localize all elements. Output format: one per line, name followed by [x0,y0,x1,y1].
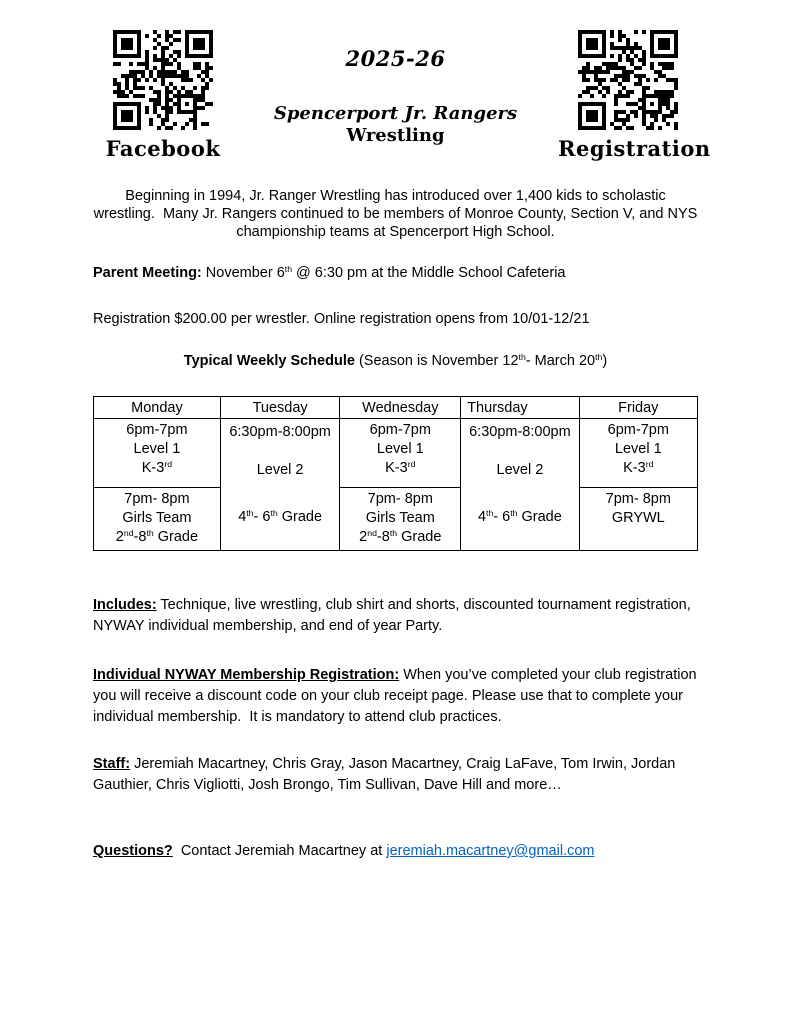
column-header-monday: Monday [94,397,221,419]
cell-line: 7pm- 8pm [605,491,671,507]
cell-friday-early [579,419,697,488]
cell-line: Level 2 [256,462,304,478]
cell-line: 2nd-8th Grade [359,528,442,545]
cell-line: 6pm-7pm [126,422,188,438]
weekly-schedule-table [93,396,698,551]
cell-line: 4th- 6th Grade [238,507,323,525]
registration-fee-line: Registration $200.00 per wrestler. Online registration opens from 10/01-12/21 [93,311,590,327]
column-header-friday: Friday [579,397,697,419]
cell-line: Level 1 [376,441,424,457]
club-name-title: Spencerport Jr. Rangers [273,103,518,124]
cell-line: K-3rd [385,459,416,476]
schedule-heading: Typical Weekly Schedule (Season is November 12th- March 20th) [183,352,608,369]
flyer-header [93,30,711,161]
cell-monday-late [94,488,221,551]
season-year-title: 2025-26 [345,46,446,71]
cell-line: 2nd-8th Grade [115,528,199,545]
cell-line: K-3rd [141,459,173,476]
facebook-qr-label: Facebook [105,136,221,161]
cell-friday-late [579,488,697,551]
cell-line: 6:30pm-8:00pm [229,424,331,440]
cell-line: K-3rd [623,459,654,476]
cell-line: Level 1 [133,441,181,457]
facebook-qr-block [93,30,233,161]
cell-thursday-merged [461,419,579,551]
cell-line: GRYWL [611,510,665,526]
cell-line: 6:30pm-8:00pm [469,424,571,440]
nyway-membership-paragraph: Individual NYWAY Membership Registration: When you’ve completed your club registration you will receive a discount code on your club receipt page. Please use that to complete your individual membership. It is mandatory to attend club practices. [93,667,701,725]
registration-qr-block [558,30,711,161]
club-sport-title: Wrestling [346,125,445,146]
cell-line: 4th- 6th Grade [477,507,562,525]
parent-meeting-line: Parent Meeting: November 6th @ 6:30 pm at the Middle School Cafeteria [93,264,566,281]
title-block [233,30,558,147]
cell-thursday-top [461,421,578,487]
facebook-qr-code [113,30,213,130]
cell-line: Girls Team [365,510,435,526]
column-header-thursday: Thursday [461,397,579,419]
cell-wednesday-late [340,488,461,551]
cell-tuesday-top [221,421,340,487]
column-header-tuesday: Tuesday [220,397,340,419]
cell-wednesday-early [340,419,461,488]
cell-line: 6pm-7pm [369,422,431,438]
cell-line: Level 1 [614,441,662,457]
staff-paragraph: Staff: Jeremiah Macartney, Chris Gray, Jason Macartney, Craig LaFave, Tom Irwin, Jordan Gauthier, Chris Vigliotti, Josh Brongo, Tim Sullivan, Dave Hill and more… [93,756,680,793]
cell-line: 7pm- 8pm [367,491,433,507]
cell-line: Girls Team [122,510,192,526]
cell-thursday-bottom [461,487,578,547]
schedule-row-late [94,488,698,551]
cell-line: Level 2 [496,462,544,478]
cell-line [221,442,340,461]
cell-line: 7pm- 8pm [124,491,190,507]
cell-line: 6pm-7pm [607,422,669,438]
intro-paragraph: Beginning in 1994, Jr. Ranger Wrestling has introduced over 1,400 kids to scholastic wrestling. Many Jr. Rangers continued to be members of Monroe County, Section V, and NYS championship teams at Spencerport High School. [93,188,702,240]
cell-monday-early [94,419,221,488]
cell-tuesday-merged [220,419,340,551]
schedule-row-early [94,419,698,488]
registration-qr-code [578,30,678,130]
contact-email-link[interactable]: jeremiah.macartney@gmail.com [386,843,595,859]
questions-line: Questions? Contact Jeremiah Macartney at jeremiah.macartney@gmail.com [93,843,595,859]
schedule-header-row [94,397,698,419]
column-header-wednesday: Wednesday [340,397,461,419]
cell-line [461,442,578,461]
cell-tuesday-bottom [221,487,340,547]
registration-qr-label: Registration [558,136,711,161]
includes-paragraph: Includes: Technique, live wrestling, club shirt and shorts, discounted tournament registration, NYWAY individual membership, and end of year Party. [93,597,695,634]
